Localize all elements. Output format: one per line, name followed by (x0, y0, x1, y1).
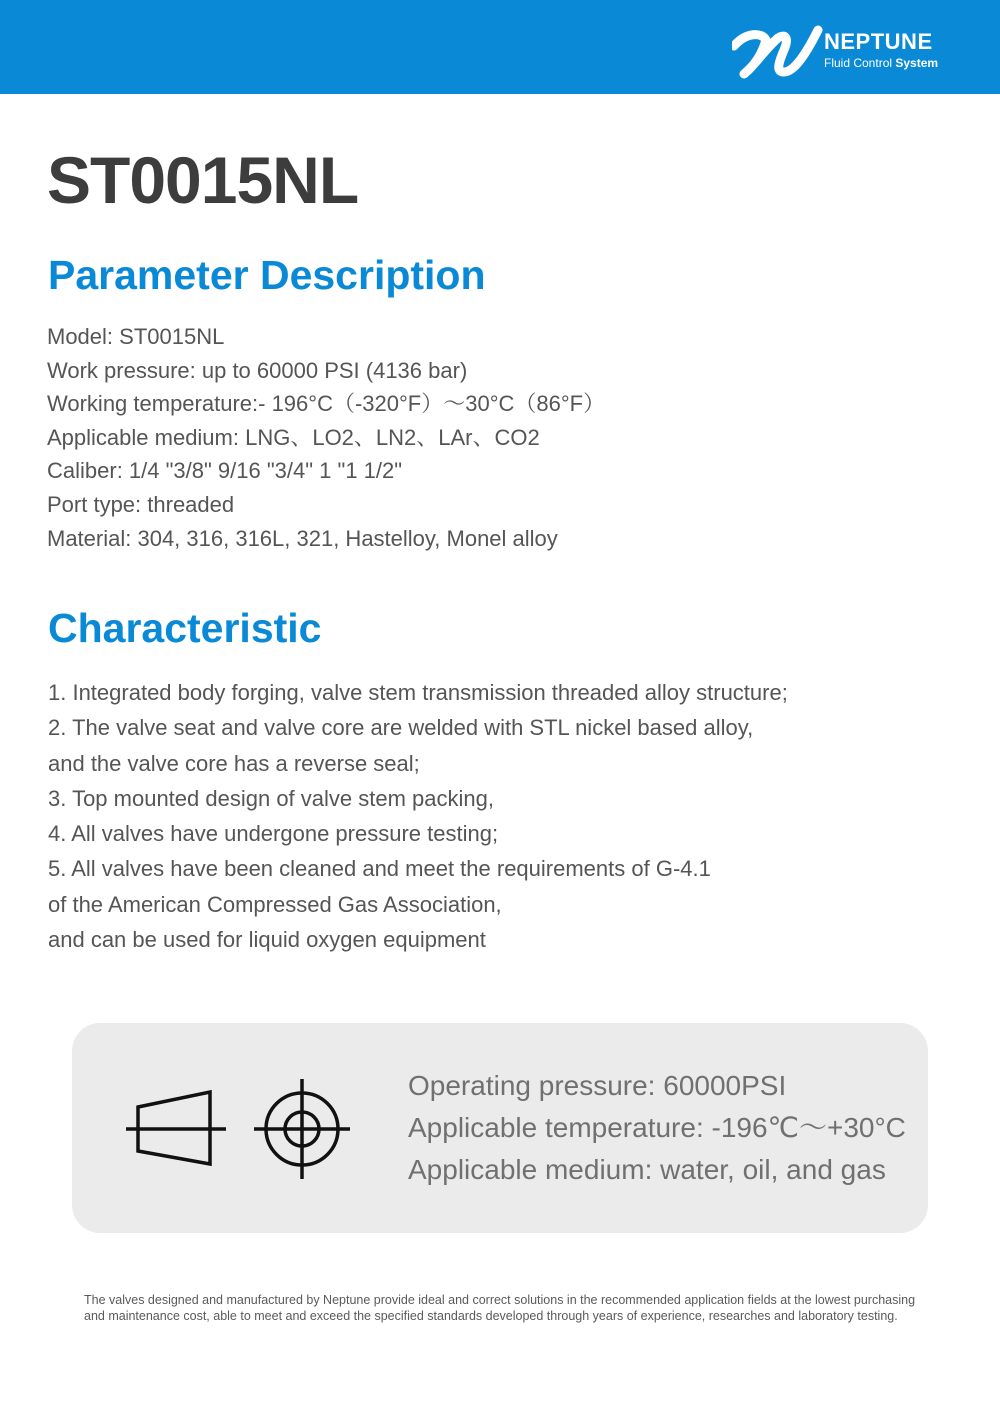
concentric-circles-symbol-icon (254, 1079, 350, 1179)
parameter-item: Port type: threaded (47, 491, 235, 517)
taper-projection-symbol-icon (126, 1092, 226, 1164)
characteristic-line: 4. All valves have undergone pressure testing; (48, 821, 499, 847)
characteristic-line: and the valve core has a reverse seal; (48, 750, 420, 776)
characteristic-section-title: Characteristic (48, 605, 322, 651)
applicable-temperature: Applicable temperature: -196℃～+30°C (408, 1112, 906, 1143)
parameter-item: Applicable medium: LNG、LO2、LN2、LAr、CO2 (47, 424, 540, 450)
parameter-list (47, 320, 605, 555)
brand-tagline: Fluid Control System (824, 56, 939, 70)
projection-symbols (122, 1075, 362, 1190)
characteristic-line: 3. Top mounted design of valve stem packing, (48, 785, 494, 811)
characteristic-list (48, 675, 788, 957)
neptune-wave-logo-icon (732, 24, 824, 80)
characteristic-line: 1. Integrated body forging, valve stem transmission threaded alloy structure; (48, 680, 788, 705)
applicable-medium: Applicable medium: water, oil, and gas (408, 1154, 886, 1185)
model-title: ST0015NL (47, 143, 359, 217)
spec-summary-box (72, 1023, 928, 1233)
operating-pressure: Operating pressure: 60000PSI (408, 1070, 787, 1101)
characteristic-line: 2. The valve seat and valve core are welded with STL nickel based alloy, (48, 715, 754, 741)
spec-lines (408, 1065, 906, 1191)
characteristic-line: 5. All valves have been cleaned and meet the requirements of G-4.1 (48, 856, 711, 882)
parameter-item: Work pressure: up to 60000 PSI (4136 bar) (47, 357, 468, 383)
brand-logo[interactable] (732, 24, 972, 80)
parameter-item: Model: ST0015NL (47, 324, 225, 349)
characteristic-line: and can be used for liquid oxygen equipment (48, 927, 486, 953)
parameter-section-title: Parameter Description (48, 252, 486, 298)
brand-name: NEPTUNE (824, 29, 933, 54)
characteristic-line: of the American Compressed Gas Association, (48, 891, 502, 917)
parameter-item: Caliber: 1/4 "3/8" 9/16 "3/4" 1 "1 1/2" (47, 458, 403, 484)
footer-disclaimer: The valves designed and manufactured by Neptune provide ideal and correct solutions in the recommended application fields at the lowest purchasing and maintenance cost, able to meet and exceed the specified standards developed through years of experience, researches and laboratory testing. (84, 1293, 916, 1323)
parameter-item: Material: 304, 316, 316L, 321, Hastelloy, Monel alloy (47, 525, 558, 551)
header-bar (0, 0, 1000, 94)
parameter-item: Working temperature:- 196°C（-320°F）～30°C（86°F） (47, 391, 606, 417)
